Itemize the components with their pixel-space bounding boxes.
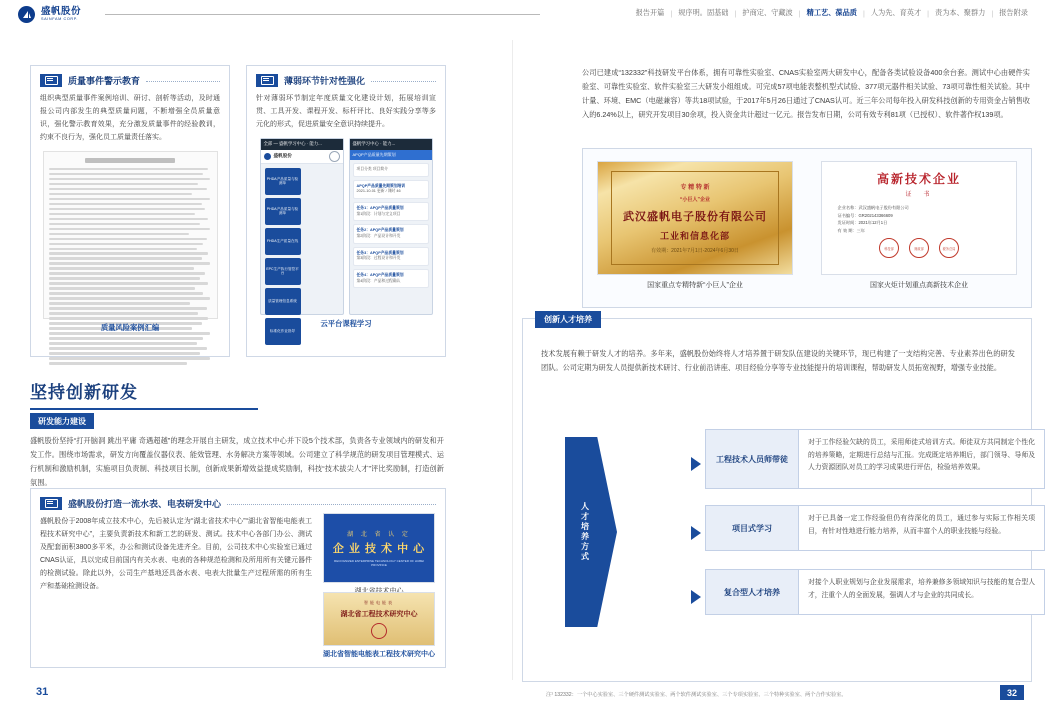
nav-item-2[interactable]: 护商定、守藏波 bbox=[742, 8, 793, 17]
nav-item-0[interactable]: 报告开篇 bbox=[635, 8, 665, 17]
hitech-subtitle: 证 书 bbox=[905, 192, 933, 198]
sail-icon bbox=[18, 6, 35, 23]
seal-icon: 科技部 bbox=[879, 238, 899, 258]
course-meta: 第4阶段：产品和过程确认 bbox=[356, 278, 401, 283]
plaque-dept: 工业和信息化部 bbox=[659, 230, 730, 241]
card1-body: 组织典型质量事件案例培训、研讨、剖析等活动，及时通报公司内部发生的典型质量问题，不断增强全员质量意识，强化警示教育效果，充分激发质量事件的经验教训，约束不良行为，强化员工质量责任落实。 bbox=[40, 95, 220, 141]
hitech-line3: 发证时间：2021年12月1日 bbox=[837, 220, 888, 226]
search-icon[interactable] bbox=[329, 151, 340, 162]
cert-right-caption: 国家火炬计划重点高新技术企业 bbox=[870, 282, 968, 289]
nav-sep: | bbox=[927, 8, 930, 18]
header-nav bbox=[630, 8, 1034, 18]
phone2-course-banner: APQP产品质量先期策划 bbox=[350, 150, 432, 160]
arrow-icon bbox=[691, 590, 701, 604]
nav-item-1[interactable]: 规序明。固基础 bbox=[678, 8, 729, 17]
course-meta: 第2阶段：产品设计和开发 bbox=[356, 233, 401, 238]
panel-paragraph: 技术发展有赖于研发人才的培养。多年来，盛帆股份始终将人才培养置于研发队伍建设的关键环节，现已构建了一支结构完善、专业素养出色的研发团队。公司定期为研发人员提供新技术研讨、行业前沿讲座、项目经验分享等专业技能提升的培训课程，帮助研发人员拓宽视野，增强专业技能。 bbox=[541, 349, 1015, 373]
certificates-panel bbox=[582, 148, 1032, 308]
document-icon bbox=[256, 74, 278, 87]
panel-title: 创新人才培养 bbox=[535, 311, 601, 328]
card1-caption: 质量风险案例汇编 bbox=[100, 322, 160, 332]
subsection-title: 研发能力建设 bbox=[30, 413, 94, 429]
hitech-certificate-image bbox=[822, 162, 1016, 274]
cert1-title-b: 企 业 技 术 中 心 bbox=[332, 542, 426, 555]
phone1-statusbar bbox=[261, 139, 343, 150]
app-tile[interactable]: PHDA产品质量与检测单 bbox=[265, 198, 301, 225]
app-logo-icon bbox=[264, 153, 271, 160]
plaque-brand-sub: “小巨人”企业 bbox=[679, 196, 710, 203]
course-title: APQP产品质量先期策划培训 bbox=[356, 183, 406, 188]
dotted-rule bbox=[146, 81, 220, 83]
app-tile[interactable]: EPC生产执行管控平台 bbox=[265, 258, 301, 285]
tier3-name: 复合型人才培养 bbox=[705, 569, 799, 615]
course-meta: 2021-10-01 更新 / 课时 46 bbox=[356, 189, 401, 194]
talent-development-panel bbox=[522, 315, 1035, 682]
phone-screenshot-course bbox=[349, 138, 433, 315]
dotted-rule bbox=[227, 504, 436, 506]
phone1-status-text: 全部 — 盛帆学习中心 · 能力... bbox=[263, 141, 322, 147]
phone2-statusbar bbox=[350, 139, 432, 150]
nav-sep: | bbox=[862, 8, 865, 18]
app-tile[interactable]: FHDA生产质量在线 bbox=[265, 228, 301, 255]
course-title: 任务4：APQP产品质量策划 bbox=[356, 273, 404, 277]
course-meta: 第3阶段：过程设计和开发 bbox=[356, 256, 401, 261]
nav-sep: | bbox=[670, 8, 673, 18]
dotted-rule bbox=[371, 81, 436, 83]
course-meta: 第1阶段：计划与定义项目 bbox=[356, 211, 401, 216]
app-tile[interactable]: 标准化作业指导 bbox=[265, 318, 301, 345]
plaque-company: 武汉盛帆电子股份有限公司 bbox=[622, 210, 767, 223]
course-list-item[interactable] bbox=[353, 269, 429, 288]
tier2-desc: 对于已具备一定工作经验但仍有待深化的员工，通过参与实际工作相关项目，有针对性地进行能力培养，从而丰富个人的职业技能与经验。 bbox=[799, 505, 1045, 551]
card2-title: 薄弱环节针对性强化 bbox=[284, 76, 366, 86]
certificate-hubei-tech-center bbox=[323, 513, 435, 596]
tier2-name: 项目式学习 bbox=[705, 505, 799, 551]
brand-name-cn: 盛帆股份 bbox=[41, 6, 82, 18]
card-quality-education bbox=[30, 65, 230, 357]
footnote: 注¹ 132332：一个中心实验室、三个硬件测试实验室、两个软件测试实验室、三个专项实验室、三个特种实验室、两个合作实验室。 bbox=[546, 691, 847, 698]
nav-sep: | bbox=[734, 8, 737, 18]
card2-body: 针对薄弱环节制定年度质量文化建设计划，拓展培训宣贯、工具开发、课程开发、标杆评比、良好实践分享等多元化的形式，促进质量安全意识持续提升。 bbox=[256, 95, 436, 128]
card-weak-link-training bbox=[246, 65, 446, 357]
phone1-app-name: 盛帆股份 bbox=[273, 153, 292, 159]
hitech-line4: 有 效 期：三年 bbox=[837, 227, 865, 233]
phone2-course-list bbox=[350, 160, 432, 295]
header-rule bbox=[105, 14, 540, 15]
card-rnd-center bbox=[30, 488, 446, 668]
nav-item-6[interactable]: 报告附录 bbox=[999, 8, 1028, 17]
course-list-item[interactable] bbox=[353, 180, 429, 199]
nav-item-4[interactable]: 人为先、育英才 bbox=[870, 8, 922, 17]
cert2-title: 智能电能表 bbox=[364, 599, 394, 605]
section-paragraph: 盛帆股份坚持“打开脑洞 跳出平庸 奇遇超越”的理念开展自主研发，成立技术中心并下设5个技术部，负责各专业领域内的研发和开发工作。围绕市场需求，研发方向覆盖仪器仪表、能效管理、水务解决方案等领域。公司建立了科学规范的研发项目管理模式、运行机制和激励机制，实施项目负责制、科技项目长制，创新成果新增效益提成奖励制，科技“技术拔尖人才”评比奖励制，打造创新氛围。 bbox=[30, 436, 444, 488]
column-divider bbox=[512, 40, 513, 680]
seal-icon bbox=[371, 623, 387, 639]
card1-heading bbox=[40, 74, 220, 87]
cert1-subtitle: RECOGNIZED ENTERPRISE TECHNOLOGY CENTER OF HUBEI PROVINCE bbox=[334, 558, 424, 567]
hitech-title: 高新技术企业 bbox=[876, 172, 961, 186]
arrow-icon bbox=[691, 526, 701, 540]
quality-case-document-image bbox=[43, 151, 218, 319]
rnd-platform-paragraph: 公司已建成“132332”科技研发平台体系，拥有可靠性实验室、CNAS实验室两大研发中心，配备各类试验设备400余台套。测试中心由硬件实验室、可靠性实验室、软件实验室三大研发小组组成。可完成57项电能表整机型式试验、377项元器件相关试验、73项可靠性相关试验。其中计量、环境、EMC（电磁兼容）等共18项试验，于2017年5月26日通过了CNAS认可。近三年公司每年投入研发科技创新的专用资金占销售收入的6.24%以上，研究开发项目30余项，投入资金共计超过一亿元。报告发布日期，公司有效专利81项（已授权）、软件著作权139项。 bbox=[582, 68, 1030, 120]
cert-left-caption: 国家重点专精特新“小巨人”企业 bbox=[647, 282, 743, 289]
card2-caption: 云平台课程学习 bbox=[320, 318, 372, 328]
section-heading bbox=[30, 378, 258, 410]
hitech-line1: 企业名称：武汉盛帆电子股份有限公司 bbox=[837, 205, 909, 210]
card3-heading bbox=[40, 497, 436, 510]
talent-tier-3 bbox=[705, 569, 1045, 615]
talent-tier-1 bbox=[705, 429, 1045, 489]
phone2-status-text: 盛帆学习中心 · 能力... bbox=[352, 141, 396, 147]
course-section-tabs[interactable]: 项目分类 项目简介 bbox=[353, 163, 429, 177]
course-list-item[interactable] bbox=[353, 247, 429, 266]
course-title: 任务1：APQP产品质量策划 bbox=[356, 205, 404, 210]
plaque-validity: 有效期：2021年7月1日-2024年6月30日 bbox=[651, 247, 739, 254]
brand-name-en: SAINFAM CORP. bbox=[41, 16, 79, 21]
tier1-desc: 对于工作经验欠缺的员工，采用师徒式培训方式。师徒双方共同制定个性化的培养策略，定期进行总结与汇报。完成既定培养期后，部门领导、导师及人力资源团队对员工的学习成果进行评估，检验培养效果。 bbox=[799, 429, 1045, 489]
talent-tier-2 bbox=[705, 505, 1045, 551]
course-title: 任务2：APQP产品质量策划 bbox=[356, 228, 404, 233]
card3-body: 盛帆股份于2008年成立技术中心，先后被认定为“湖北省技术中心”“湖北省智能电能表工程技术研究中心”，主要负责新技术和新工艺的研发、测试。技术中心各部门办公、测试及配套面积3800多平米，办公和测试设备先进齐全。目前，公司技术中心实验室已通过CNAS认证，具以完成目前国内有关水表、电表的各种规范检测和及所用所有关键元器件的检测试验。除此以外，公司生产基地还具备水表、电表大批量生产过程所需的所有生产和基础检测设备。 bbox=[40, 518, 312, 590]
nav-item-3-active[interactable]: 精工艺、葆品质 bbox=[806, 8, 857, 17]
chevron-label: 人才培养方式 bbox=[580, 502, 590, 562]
course-list-item[interactable] bbox=[353, 202, 429, 221]
certificate-smart-meter-center bbox=[323, 592, 435, 659]
document-icon bbox=[40, 74, 62, 87]
cert1-title-a: 湖 北 省 认 定 bbox=[347, 531, 411, 538]
nav-item-5[interactable]: 责为本、聚群力 bbox=[935, 8, 986, 17]
course-list-item[interactable] bbox=[353, 224, 429, 243]
card2-heading bbox=[256, 74, 436, 87]
certificate-hi-tech bbox=[821, 161, 1017, 290]
app-tile[interactable]: PHDA产品质量与检测单 bbox=[265, 168, 301, 195]
card1-title: 质量事件警示教育 bbox=[68, 76, 141, 86]
certificate-little-giant bbox=[597, 161, 793, 290]
phone1-tile-grid bbox=[261, 164, 343, 349]
page-number-left: 31 bbox=[36, 686, 49, 698]
talent-chevron bbox=[565, 437, 617, 627]
page-number-right: 32 bbox=[1000, 685, 1024, 700]
cert2-caption: 湖北省智能电能表工程技术研究中心 bbox=[323, 651, 435, 658]
cert2-main: 湖北省工程技术研究中心 bbox=[340, 610, 418, 618]
tier1-name: 工程技术人员师带徒 bbox=[705, 429, 799, 489]
section-title: 坚持创新研发 bbox=[30, 383, 138, 402]
course-title: 任务3：APQP产品质量策划 bbox=[356, 250, 404, 255]
section-underline bbox=[30, 408, 258, 410]
card3-title: 盛帆股份打造一流水表、电表研发中心 bbox=[68, 499, 222, 509]
nav-sep: | bbox=[798, 8, 801, 18]
plaque-brand: 专 精 特 新 bbox=[680, 184, 710, 191]
phone1-appbar bbox=[261, 150, 343, 164]
arrow-icon bbox=[691, 457, 701, 471]
tier3-desc: 对接个人职业规划与企业发展需求，培养兼修多领域知识与技能的复合型人才，注重个人的全面发展，强调人才与企业的共同成长。 bbox=[799, 569, 1045, 615]
seal-icon: 财政部 bbox=[909, 238, 929, 258]
page-header bbox=[0, 0, 1048, 28]
seal-icon: 税务总局 bbox=[939, 238, 959, 258]
phone-screenshot-home bbox=[260, 138, 344, 333]
hitech-line2: 证书编号：GR202143366609 bbox=[837, 212, 893, 218]
brand-logo bbox=[18, 6, 81, 23]
nav-sep: | bbox=[991, 8, 994, 18]
app-tile[interactable]: 质量管理信息系统 bbox=[265, 288, 301, 315]
plaque-image bbox=[598, 162, 792, 274]
document-icon bbox=[40, 497, 62, 510]
